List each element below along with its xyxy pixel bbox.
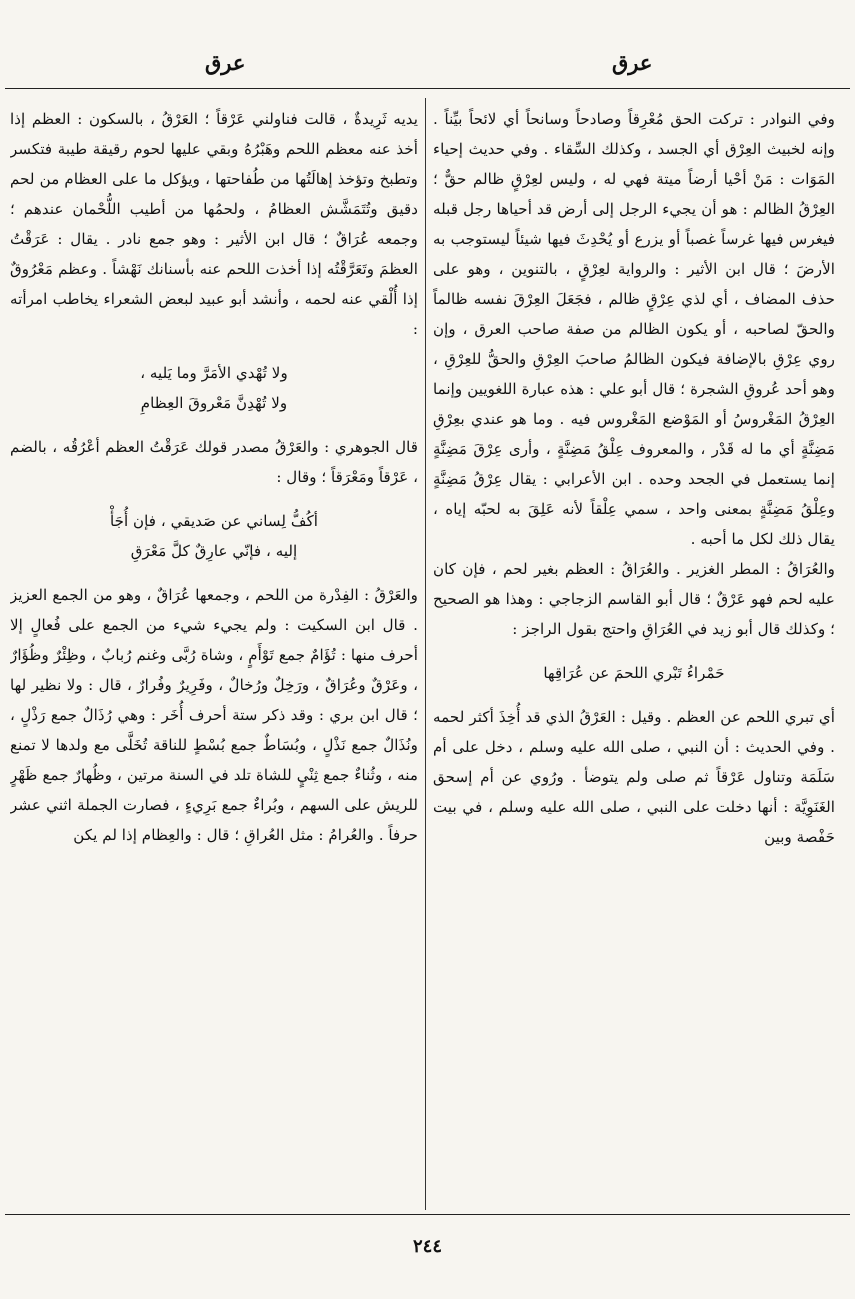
left-verse-2-line-a: أكُفُّ لِساني عن صَديقي ، فإن أُجَأْ — [109, 512, 319, 530]
top-rule — [5, 88, 850, 89]
right-verse — [433, 658, 835, 688]
left-verse-1-line-a: ولا تُهْدي الأمَرَّ وما يَليه ، — [140, 364, 288, 382]
left-paragraph-2: قال الجوهري : والعَرْقُ مصدر قولك عَرَقْتُ العظم أعْرُقُه ، بالضم ، عَرْقاً ومَعْرَقاً ؛ وقال : — [10, 438, 418, 486]
left-paragraph-3: والعَرْقُ : الفِدْرة من اللحم ، وجمعها عُرَاقٌ ، وهو من الجمع العزيز . قال ابن السكيت : ولم يجيء شيء من الجمع على فُعالٍ إلا أحرف منها : تُؤَامٌ جمع تَوْأَمٍ ، وشاة رُبَّى وغنم رُبابٌ ، وظِئْرٌ وظُؤَارٌ ، وعَرْقٌ وعُرَاقٌ ، ورَخِلٌ ورُخالٌ ، وفَرِيرٌ وفُرارٌ ، قال : ولا نظير لها ؛ قال ابن بري : وقد ذكر ستة أحرف أُخَر : وهي رُذَالٌ جمع رَذْلٍ ، ونُذَالٌ جمع نَذْلٍ ، وبُسَاطٌ جمع بُسْطٍ للناقة تُخَلَّى مع ولدها لا تمنع منه ، وثُناءٌ جمع ثِنْيٍ للشاة تلد في السنة مرتين ، وظُهارٌ جمع ظَهْرٍ للريش على السهم ، وبُراءٌ جمع بَرِيءٍ ، فصارت الجملة اثني عشر حرفاً . والعُرامُ : مثل العُراقِ ؛ قال : والعِظام إذا لم يكن — [10, 586, 418, 844]
left-header-word: عرق — [205, 50, 246, 75]
page-number: ٢٤٤ — [412, 1236, 442, 1257]
left-verse-2-line-b: إليه ، فإنّي عارِقٌ كلَّ مَعْرَقِ — [130, 542, 298, 560]
bottom-rule — [5, 1214, 850, 1215]
left-column — [10, 104, 418, 1214]
right-paragraph-3: أي تبري اللحم عن العظم . وقيل : العَرْقُ الذي قد أُخِذَ أكثر لحمه . وفي الحديث : أن النبي ، صلى الله عليه وسلم ، دخل على أم سَلَمَة وتناول عَرْقاً ثم صلى ولم يتوضأ . ورُوي عن أم إسحق الغَنَوِيَّة : أنها دخلت على النبي ، صلى الله عليه وسلم ، في بيت حَفْصة وبين — [433, 708, 835, 846]
left-paragraph-1: يديه ثَرِيدةٌ ، قالت فناولني عَرْقاً ؛ العَرْقُ ، بالسكون : العظم إذا أخذ عنه معظم اللحم وهَبْرُهُ وبقي عليها لحوم رقيقة طيبة فتكسر وتطبخ وتؤخذ إهالَتُها من طُفاحتها ، ويؤكل ما على العظام من لحم دقيق وتُتَمَشَّش العظامُ ، ولحمُها من أطيب اللُّحْمان عندهم ؛ وجمعه عُرَاقٌ ؛ قال ابن الأثير : وهو جمع نادر . يقال : عَرَقْتُ العظمَ وتَعَرَّقْتُه إذا أخذت اللحم عنه بأسنانك نَهْشاً . وعظم مَعْرُوقٌ إذا أُلْقي عنه لحمه ، وأنشد أبو عبيد لبعض الشعراء يخاطب امرأته : — [10, 110, 418, 338]
right-column — [433, 104, 835, 1214]
left-verse-1-line-b: ولا تُهْدِنَّ مَعْروقَ العِظامِ — [140, 394, 288, 412]
left-verse-2 — [10, 506, 418, 566]
right-header-word: عرق — [612, 50, 653, 75]
left-verse-1 — [10, 358, 418, 418]
right-paragraph-2: والعُرَاقُ : المطر الغزير . والعُرَاقُ : العظم بغير لحم ، فإن كان عليه لحم فهو عَرْقٌ ؛ قال أبو القاسم الزجاجي : وهذا هو الصحيح ؛ وكذلك قال أبو زيد في العُرَاقِ واحتج بقول الراجز : — [433, 560, 835, 638]
right-paragraph-1: وفي النوادر : تركت الحق مُعْرِقاً وصادحاً وسانحاً أي لائحاً بيِّناً . وإنه لخبيث العِرْق أي الجسد ، وكذلك السِّقاء . وفي حديث إحياء المَوَات : مَنْ أحْيا أرضاً ميتة فهي له ، وليس لعِرْقٍ ظالم حقٌّ ؛ العِرْقُ الظالم : هو أن يجيء الرجل إلى أرض قد أحياها رجل قبله فيغرس فيها غرساً غصباً أو يزرع أو يُحْدِثَ فيها شيئاً ليستوجب به الأرضَ ؛ قال ابن الأثير : والرواية لعِرْقٍ ، بالتنوين ، وهو على حذف المضاف ، أي لذي عِرْقٍ ظالم ، فجَعَلَ العِرْقَ نفسه ظالماً والحقّ لصاحبه ، أو يكون الظالم من صفة صاحب العرق ، وإن روي عِرْقِ بالإضافة فيكون الظالمُ صاحبَ العِرْقِ والحقُّ للعِرْقِ ، وهو أحد عُروقِ الشجرة ؛ قال أبو علي : هذه عبارة اللغويين وإنما العِرْقُ المَغْروسُ أو المَوْضع المَغْروس فيه . وما هو عندي بعِرْقِ مَضِنَّةٍ أي ما له قَدْر ، والمعروف عِلْقُ مَضِنَّةٍ ، وأرى عِرْقَ مَضِنَّةٍ إنما يستعمل في الجحد وحده . ابن الأعرابي : يقال عِرْقُ مَضِنَّةٍ وعِلْقُ مَضِنَّةٍ بمعنى واحد ، سمي عِلْقاً لأنه عَلِقَ به لحبّه إياه ، يقال ذلك لكل ما أحبه . — [433, 110, 835, 548]
column-divider — [425, 98, 426, 1210]
right-verse-line: حَمْراءُ تَبْري اللحمَ عن عُرَاقِها — [543, 664, 725, 682]
